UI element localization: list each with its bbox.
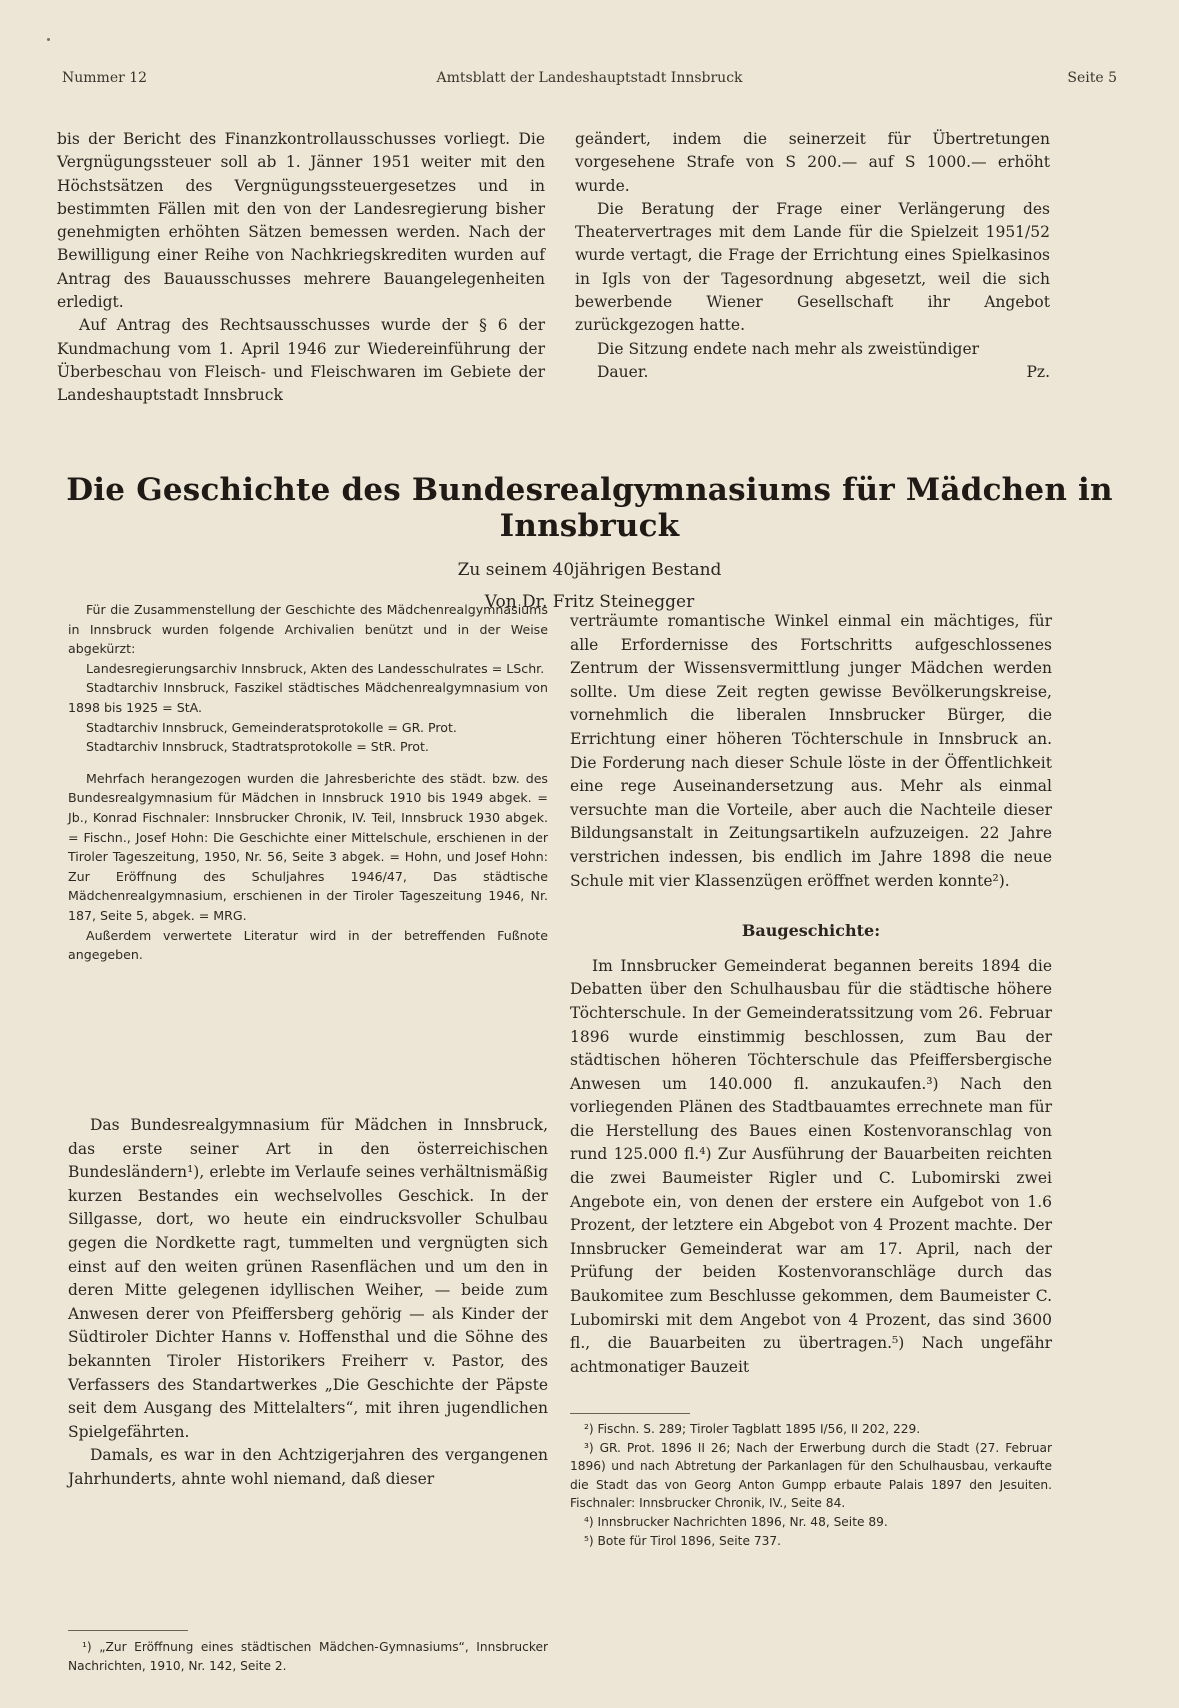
footnote: ⁵) Bote für Tirol 1896, Seite 737. — [584, 1533, 781, 1548]
paragraph: Das Bundesrealgymnasium für Mädchen in Innsbruck, das erste seiner Art in den österreichischen Bundesländern¹), erlebte im Verlaufe seines verhältnismäßig kurzen Bestandes ein wechselvolles Geschick. In der Sillgasse, dort, wo heute ein eindrucksvoller Schulbau gegen die Nordkette ragt, tummelten und vergnügten sich einst auf den weiten grünen Rasenflächen und um den in deren Mitte gelegenen idyllischen Weiher, — beide zum Anwesen derer von Pfeiffersberg gehörig — als Kinder der Südtiroler Dichter Hanns v. Hoffensthal und die Söhne des bekannten Tiroler Historikers Freiherr v. Pastor, des Verfassers des Standartwerkes „Die Geschichte der Päpste seit dem Ausgang des Mittelalters“, mit ihren jugendlichen Spielgefährten. — [68, 1116, 548, 1441]
running-header — [62, 70, 1117, 92]
page-number: Seite 5 — [1067, 70, 1117, 86]
footnote-rule-left — [68, 1630, 188, 1631]
closing-word: Dauer. — [597, 362, 649, 381]
footnote: ¹) „Zur Eröffnung eines städtischen Mädchen-Gymnasiums“, Innsbrucker Nachrichten, 1910, Nr. 142, Seite 2. — [68, 1640, 548, 1673]
article-byline: Von Dr. Fritz Steinegger — [484, 592, 695, 612]
footnote: ²) Fischn. S. 289; Tiroler Tagblatt 1895 I/56, II 202, 229. — [584, 1422, 921, 1436]
sources-literature: Mehrfach herangezogen wurden die Jahresberichte des städt. bzw. des Bundesrealgymnasium für Mädchen in Innsbruck 1910 bis 1949 abgek. = Jb., Konrad Fischnaler: Innsbrucker Chronik, IV. Teil, Innsbruck 1930 abgek. = Fischn., Josef Hohn: Die Geschichte einer Mittelschule, erschienen in der Tiroler Tageszeitung, 1950, Nr. 56, Seite 3 abgek. = Hohn, und Josef Hohn: Zur Eröffnung des Schuljahres 1946/47, Das städtische Mädchenrealgymnasium, erschienen in der Tiroler Tageszeitung 1946, Nr. 187, Seite 5, abgek. = MRG. — [68, 770, 548, 923]
sources-other: Außerdem verwertete Literatur wird in der betreffenden Fußnote angegeben. — [68, 927, 548, 963]
sources-note — [68, 600, 548, 965]
paragraph: Die Sitzung endete nach mehr als zweistündiger — [597, 339, 980, 358]
source-item: Stadtarchiv Innsbruck, Faszikel städtisches Mädchenrealgymnasium von 1898 bis 1925 = StA. — [68, 680, 548, 715]
article-right-column — [570, 610, 1052, 1379]
closing-line — [575, 361, 1050, 384]
source-item: Stadtarchiv Innsbruck, Stadtratsprotokolle = StR. Prot. — [86, 739, 429, 755]
issue-number: Nummer 12 — [62, 70, 148, 86]
article-title: Die Geschichte des Bundesrealgymnasiums für Mädchen in Innsbruck — [66, 472, 1113, 544]
section-heading: Baugeschichte: — [741, 921, 881, 941]
top-left-column — [57, 128, 545, 408]
article-title-block — [40, 472, 1139, 612]
paragraph: geändert, indem die seinerzeit für Übertretungen vorgesehene Strafe von S 200.— auf S 1000.— erhöht wurde. — [575, 130, 1050, 195]
footnote-rule-right — [570, 1413, 690, 1414]
paragraph: verträumte romantische Winkel einmal ein mächtiges, für alle Erfordernisse des Fortschritts aufgeschlossenes Zentrum der Wissensvermittlung junger Mädchen werden sollte. Um diese Zeit regten gewisse Bevölkerungskreise, vornehmlich die liberalen Innsbrucker Bürger, die Errichtung einer höheren Töchterschule in Innsbruck an. Die Forderung nach dieser Schule löste in der Öffentlichkeit eine rege Auseinandersetzung aus. Mehr als einmal versuchte man die Vorteile, aber auch die Nachteile dieser Bildungsanstalt in Zeitungsartikeln aufzuzeigen. 22 Jahre verstrichen indessen, bis endlich im Jahre 1898 die neue Schule mit vier Klassenzügen eröffnet werden konnte²). — [570, 612, 1052, 890]
sources-intro: Für die Zusammenstellung der Geschichte des Mädchenrealgymnasiums in Innsbruck wurden folgende Archivalien benützt und in der Weise abgekürzt: — [68, 602, 548, 657]
source-item: Stadtarchiv Innsbruck, Gemeinderatsprotokolle = GR. Prot. — [86, 719, 457, 735]
article-subtitle: Zu seinem 40jährigen Bestand — [457, 560, 722, 580]
paragraph: Die Beratung der Frage einer Verlängerung des Theatervertrages mit dem Lande für die Spielzeit 1951/52 wurde vertagt, die Frage der Errichtung eines Spielkasinos in Igls von der Tagesordnung abgesetzt, weil die sich bewerbende Wiener Gesellschaft ihr Angebot zurückgezogen hatte. — [575, 199, 1050, 335]
footnotes-left — [68, 1638, 548, 1675]
footnotes-right — [570, 1420, 1052, 1550]
paragraph: Auf Antrag des Rechtsausschusses wurde der § 6 der Kundmachung vom 1. April 1946 zur Wiedereinführung der Überbeschau von Fleisch- und Fleischwaren im Gebiete der Landeshauptstadt Innsbruck — [57, 316, 545, 405]
article-left-column — [68, 1114, 548, 1492]
source-item: Landesregierungsarchiv Innsbruck, Akten des Landesschulrates = LSchr. — [86, 660, 545, 676]
footnote: ³) GR. Prot. 1896 II 26; Nach der Erwerbung durch die Stadt (27. Februar 1896) und nach Abtretung der Parkanlagen für den Schulhausbau, verkaufte die Stadt das von Georg Anton Gumpp erbaute Palais 1897 den Jesuiten. Fischnaler: Innsbrucker Chronik, IV., Seite 84. — [570, 1440, 1052, 1511]
footnote: ⁴) Innsbrucker Nachrichten 1896, Nr. 48, Seite 89. — [584, 1514, 888, 1529]
speck-mark — [47, 38, 50, 41]
paragraph: Im Innsbrucker Gemeinderat begannen bereits 1894 die Debatten über den Schulhausbau für die städtische höhere Töchterschule. In der Gemeinderatssitzung vom 26. Februar 1896 wurde einstimmig beschlossen, zum Bau der städtischen höheren Töchterschule das Pfeiffersbergische Anwesen um 140.000 fl. anzukaufen.³) Nach den vorliegenden Plänen des Stadtbauamtes errechnete man für die Herstellung des Baues einen Kostenvoranschlag von rund 125.000 fl.⁴) Zur Ausführung der Bauarbeiten reichten die zwei Baumeister Rigler und C. Lubomirski zwei Angebote ein, von denen der erstere ein Aufgebot von 1.6 Prozent, der letztere ein Abgebot von 4 Prozent machte. Der Innsbrucker Gemeinderat war am 17. April, nach der Prüfung der beiden Kostenvoranschläge durch das Baukomitee zum Beschlusse gekommen, dem Baumeister C. Lubomirski mit dem Angebot von 4 Prozent, das sind 3600 fl., die Bauarbeiten zu übertragen.⁵) Nach ungefähr achtmonatiger Bauzeit — [570, 956, 1052, 1376]
paragraph: bis der Bericht des Finanzkontrollausschusses vorliegt. Die Vergnügungssteuer soll ab 1. Jänner 1951 weiter mit den Höchstsätzen des Vergnügungssteuergesetzes und in bestimmten Fällen mit den von der Landesregierung bisher genehmigten erhöhten Sätzen bemessen werden. Nach der Bewilligung einer Reihe von Nachkriegskrediten wurden auf Antrag des Bauausschusses mehrere Bauangelegenheiten erledigt. — [57, 130, 545, 312]
top-right-column — [575, 128, 1050, 384]
publication-title: Amtsblatt der Landeshauptstadt Innsbruck — [436, 70, 743, 86]
paragraph: Damals, es war in den Achtzigerjahren des vergangenen Jahrhunderts, ahnte wohl niemand, daß dieser — [68, 1446, 548, 1488]
author-initials: Pz. — [1026, 362, 1050, 381]
